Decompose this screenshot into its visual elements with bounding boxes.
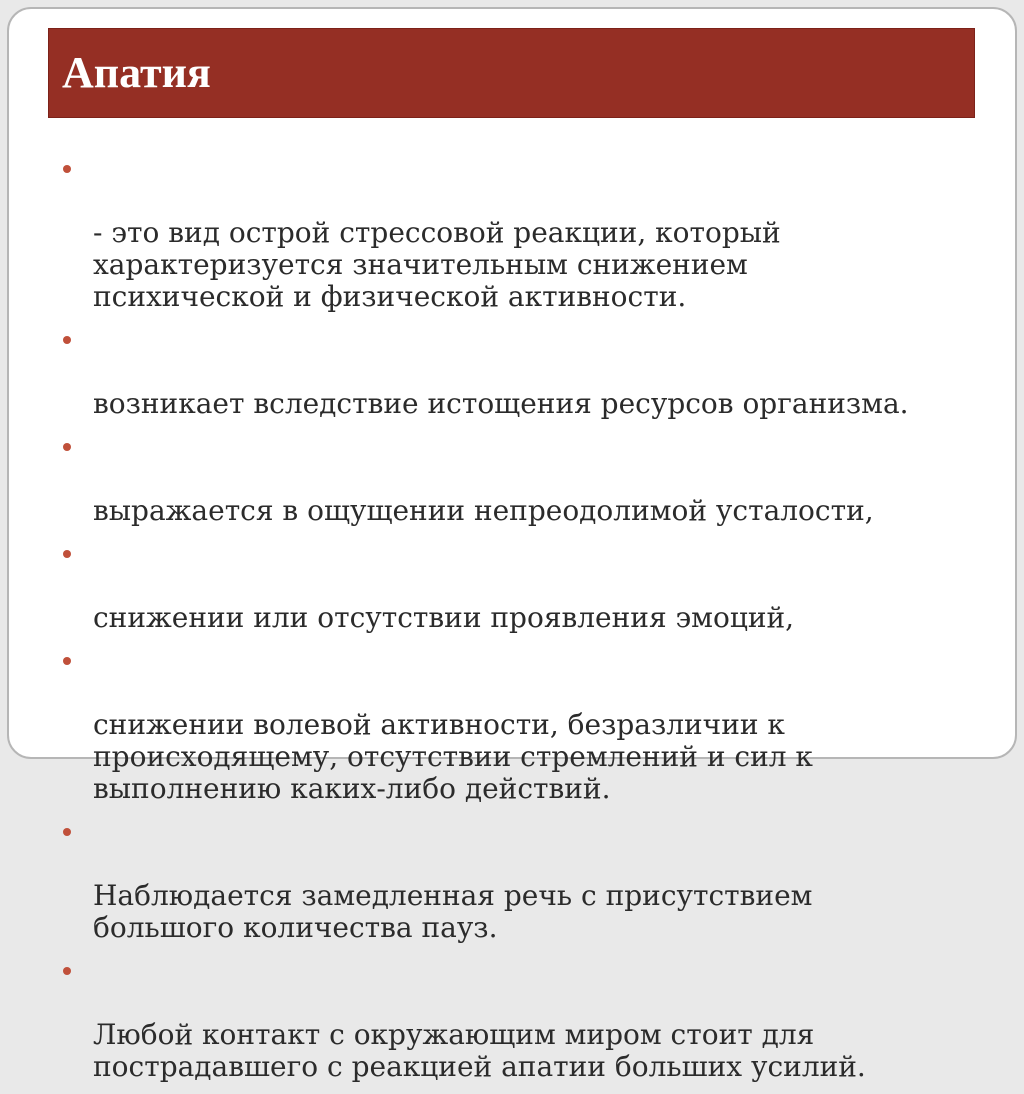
bullet-text: Любой контакт с окружающим миром стоит для пострадавшего с реакцией апатии больших усилий. [93, 1018, 866, 1083]
bullet-text: Наблюдается замедленная речь с присутствием большого количества пауз. [93, 879, 813, 944]
bullet-item [62, 153, 962, 313]
bullet-icon [63, 550, 71, 558]
bullet-text: снижении или отсутствии проявления эмоций, [93, 601, 795, 634]
bullet-item [62, 431, 962, 527]
bullet-item [62, 816, 962, 944]
slide-title: Апатия [62, 48, 211, 97]
bullet-icon [63, 657, 71, 665]
bullet-icon [63, 967, 71, 975]
bullet-item [62, 645, 962, 805]
bullet-text: - это вид острой стрессовой реакции, который характеризуется значительным снижением психической и физической активности. [93, 216, 781, 313]
bullet-list [62, 153, 962, 1094]
bullet-icon [63, 443, 71, 451]
bullet-icon [63, 828, 71, 836]
bullet-text: снижении волевой активности, безразличии к происходящему, отсутствии стремлений и сил к выполнению каких-либо действий. [93, 708, 813, 805]
bullet-item [62, 324, 962, 420]
bullet-icon [63, 336, 71, 344]
bullet-icon [63, 165, 71, 173]
bullet-item [62, 955, 962, 1083]
bullet-text: выражается в ощущении непреодолимой усталости, [93, 494, 874, 527]
bullet-text: возникает вследствие истощения ресурсов организма. [93, 387, 909, 420]
bullet-item [62, 538, 962, 634]
